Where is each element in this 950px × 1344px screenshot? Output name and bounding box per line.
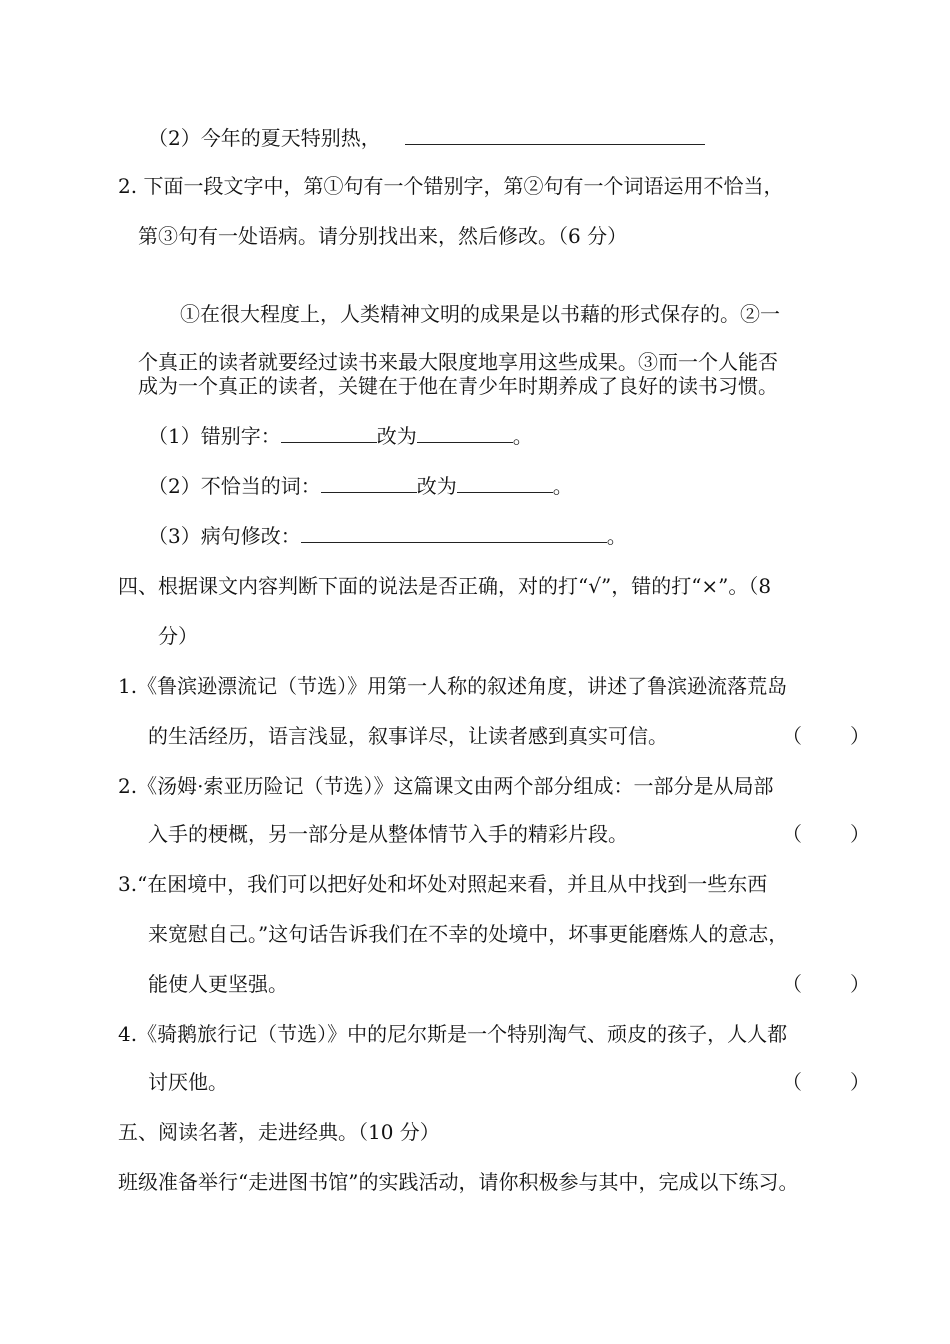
q2-sub2-blank-wrong[interactable]	[321, 472, 417, 493]
q2-passage-3: 成为一个真正的读者，关键在于他在青少年时期养成了良好的读书习惯。	[138, 374, 778, 398]
section4-title-line2: 分）	[158, 624, 198, 648]
section4-title-line1: 四、根据课文内容判断下面的说法是否正确，对的打“√”，错的打“×”。（8	[118, 574, 772, 598]
s4-item3-line2: 来宽慰自己。”这句话告诉我们在不幸的处境中，坏事更能磨炼人的意志，	[148, 922, 789, 946]
section5-intro: 班级准备举行“走进图书馆”的实践活动，请你积极参与其中，完成以下练习。	[118, 1170, 799, 1194]
q2-passage-2: 个真正的读者就要经过读书来最大限度地享用这些成果。③而一个人能否	[138, 350, 778, 374]
q2-sub3	[148, 522, 627, 550]
q2-sub1-blank-wrong[interactable]	[281, 422, 377, 443]
q2-sub3-blank[interactable]	[301, 522, 607, 543]
section5-title: 五、阅读名著，走进经典。（10 分）	[118, 1120, 440, 1144]
s4-item3-answer-box[interactable]: （ ）	[782, 972, 870, 996]
q2-sub3-end: 。	[606, 524, 627, 548]
q2-sub2-blank-correct[interactable]	[457, 472, 553, 493]
q1-2-text: （2）今年的夏天特别热，	[148, 126, 381, 150]
q2-sub1-end: 。	[512, 424, 533, 448]
q2-sub2	[148, 472, 573, 500]
q1-2-line	[148, 124, 705, 152]
s4-item4-line2: 讨厌他。	[148, 1070, 228, 1094]
q2-sub2-end: 。	[552, 474, 573, 498]
q2-line1: 2. 下面一段文字中，第①句有一个错别字，第②句有一个词语运用不恰当，	[118, 174, 784, 198]
q2-sub1	[148, 422, 533, 450]
s4-item1-answer-box[interactable]: （ ）	[782, 724, 870, 748]
s4-item4-line1: 4.《骑鹅旅行记（节选）》中的尼尔斯是一个特别淘气、顽皮的孩子，人人都	[118, 1022, 788, 1046]
q2-line2: 第③句有一处语病。请分别找出来，然后修改。（6 分）	[138, 224, 628, 248]
s4-item3-line3: 能使人更坚强。	[148, 972, 288, 996]
q2-sub2-mid: 改为	[416, 474, 457, 498]
s4-item2-answer-box[interactable]: （ ）	[782, 822, 870, 846]
q2-sub1-blank-correct[interactable]	[417, 422, 513, 443]
q2-sub3-label: （3）病句修改：	[148, 524, 301, 548]
s4-item4-answer-box[interactable]: （ ）	[782, 1070, 870, 1094]
s4-item1-line1: 1.《鲁滨逊漂流记（节选）》用第一人称的叙述角度，讲述了鲁滨逊流落荒岛	[118, 674, 788, 698]
q2-sub1-label: （1）错别字：	[148, 424, 281, 448]
q2-sub2-label: （2）不恰当的词：	[148, 474, 321, 498]
s4-item1-line2: 的生活经历，语言浅显，叙事详尽，让读者感到真实可信。	[148, 724, 668, 748]
s4-item2-line2: 入手的梗概，另一部分是从整体情节入手的精彩片段。	[148, 822, 628, 846]
s4-item3-line1: 3.“在困境中，我们可以把好处和坏处对照起来看，并且从中找到一些东西	[118, 872, 768, 896]
q2-sub1-mid: 改为	[376, 424, 417, 448]
q1-2-answer-blank[interactable]	[405, 124, 705, 145]
q2-passage-1: ①在很大程度上，人类精神文明的成果是以书藉的形式保存的。②一	[180, 302, 780, 326]
s4-item2-line1: 2.《汤姆·索亚历险记（节选）》这篇课文由两个部分组成：一部分是从局部	[118, 774, 774, 798]
